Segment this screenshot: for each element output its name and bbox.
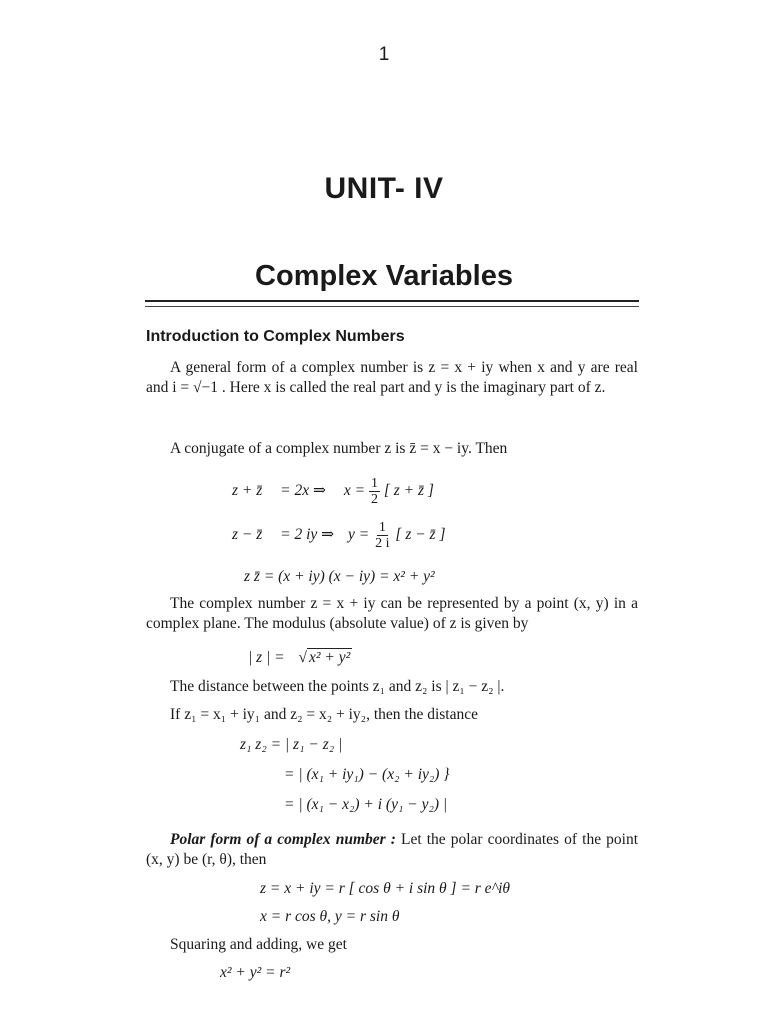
polar-heading: Polar form of a complex number : — [170, 831, 396, 848]
eq-diff-end: [ z − z̄ ] — [395, 526, 446, 544]
eq-sum-end: [ z + z̄ ] — [383, 482, 434, 500]
modulus-lhs: | z | = — [248, 649, 285, 666]
eq-diff-frac-num: 1 — [378, 520, 386, 535]
represent-paragraph: The complex number z = x + iy can be represented by a point (x, y) in a complex plane. The modulus (absolute value) of z is given by — [146, 595, 638, 632]
eq-sum-var: x = — [343, 482, 366, 500]
polar-eq-1: z = x + iy = r [ cos θ + i sin θ ] = r e^iθ — [260, 880, 511, 897]
eq-diff-mid: = 2 iy ⇒ — [280, 526, 335, 544]
distance-line: The distance between the points z₁ and z₂ is | z₁ − z₂ |. — [170, 678, 505, 695]
intro-paragraph: A general form of a complex number is z = x + iy when x and y are real and i = √−1 . Here x is called the real part and y is the imaginary part of z. — [146, 359, 638, 396]
polar-paragraph — [146, 830, 638, 870]
eq-sum-lhs: z + z̄ — [232, 482, 263, 500]
section-heading: Introduction to Complex Numbers — [146, 328, 405, 345]
squaring-line: Squaring and adding, we get — [170, 936, 347, 953]
eq-diff-fraction — [373, 520, 391, 551]
page-number: 1 — [378, 44, 390, 65]
eq-sum — [232, 476, 434, 507]
title-rule-thick — [145, 300, 639, 302]
unit-heading: UNIT- IV — [324, 172, 444, 205]
eq-diff-lhs: z − z̄ — [232, 526, 263, 544]
eq-sum-mid: = 2x ⇒ — [280, 482, 326, 500]
chapter-title: Complex Variables — [255, 260, 513, 292]
dist-eq-3: = | (x₁ − x₂) + i (y₁ − y₂) | — [284, 796, 448, 813]
eq-sum-frac-den: 2 — [370, 492, 378, 507]
if-line: If z₁ = x₁ + iy₁ and z₂ = x₂ + iy₂, then the distance — [170, 706, 478, 723]
dist-eq-2: = | (x₁ + iy₁) − (x₂ + iy₂) } — [284, 766, 450, 783]
eq-diff — [232, 520, 446, 551]
eq-sum-frac-num: 1 — [370, 476, 378, 491]
eq-diff-frac-den: 2 i — [375, 536, 390, 551]
title-rule-thin — [145, 306, 639, 307]
eq-product: z z̄ = (x + iy) (x − iy) = x² + y² — [244, 568, 435, 585]
eq-sum-fraction — [369, 476, 380, 507]
polar-eq-2: x = r cos θ, y = r sin θ — [260, 908, 400, 925]
final-eq: x² + y² = r² — [220, 964, 291, 981]
dist-eq-1: z₁ z₂ = | z₁ − z₂ | — [240, 736, 343, 753]
polar-text: Let the polar coordinates of the point (x, y) be (r, θ), then — [146, 831, 639, 868]
conjugate-line: A conjugate of a complex number z is z̄ = x − iy. Then — [170, 440, 508, 457]
eq-diff-var: y = — [348, 526, 370, 544]
modulus-rhs: x² + y² — [309, 649, 351, 666]
modulus-eq: | z | = √ x² + y² — [248, 649, 351, 666]
